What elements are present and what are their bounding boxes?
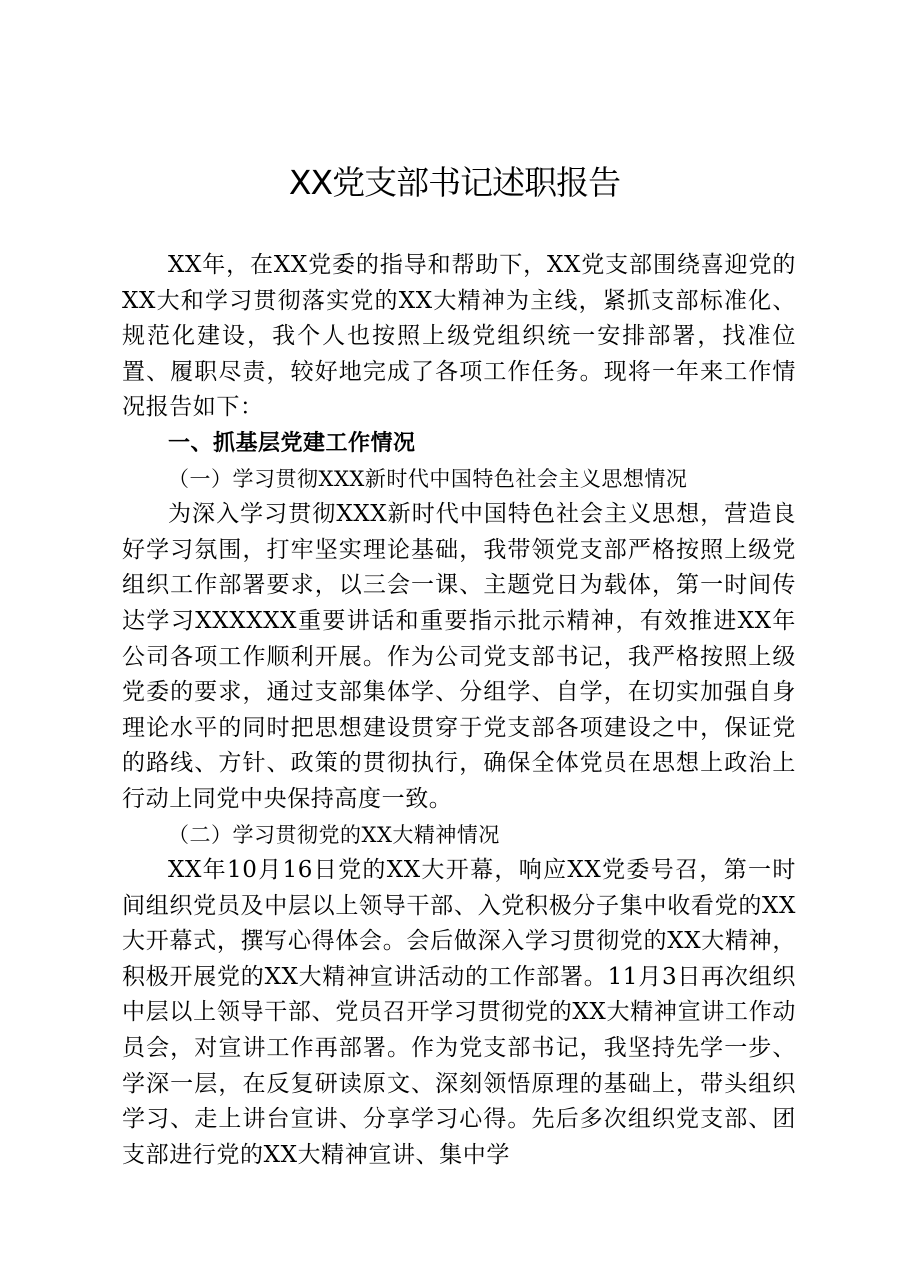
document-title: XX党支部书记述职报告: [288, 163, 621, 202]
subsection-heading-1: （一）学习贯彻XXX新时代中国特色社会主义思想情况: [168, 466, 688, 491]
subsection-2-paragraph: XX年10月16日党的XX大开幕，响应XX党委号召，第一时间组织党员及中层以上领导干部、入党积极分子集中收看党的XX大开幕式，撰写心得体会。会后做深入学习贯彻党的XX大精神，积极开展党的XX大精神宣讲活动的工作部署。11月3日再次组织中层以上领导干部、党员召开学习贯彻党的XX大精神宣讲工作动员会，对宣讲工作再部署。作为党支部书记，我坚持先学一步、学深一层，在反复研读原文、深刻领悟原理的基础上，带头组织学习、走上讲台宣讲、分享学习心得。先后多次组织党支部、团支部进行党的XX大精神宣讲、集中学: [122, 857, 796, 1168]
subsection-1-paragraph: 为深入学习贯彻XXX新时代中国特色社会主义思想，营造良好学习氛围，打牢坚实理论基础，我带领党支部严格按照上级党组织工作部署要求，以三会一课、主题党日为载体，第一时间传达学习XXXXXX重要讲话和重要指示批示精神，有效推进XX年公司各项工作顺利开展。作为公司党支部书记，我严格按照上级党委的要求，通过支部集体学、分组学、自学，在切实加强自身理论水平的同时把思想建设贯穿于党支部各项建设之中，保证党的路线、方针、政策的贯彻执行，确保全体党员在思想上政治上行动上同党中央保持高度一致。: [122, 501, 796, 812]
intro-paragraph: XX年，在XX党委的指导和帮助下，XX党支部围绕喜迎党的XX大和学习贯彻落实党的XX大精神为主线，紧抓支部标准化、规范化建设，我个人也按照上级党组织统一安排部署，找准位置、履职尽责，较好地完成了各项工作任务。现将一年来工作情况报告如下：: [122, 252, 796, 421]
document-body: [122, 248, 796, 1173]
subsection-heading-2: （二）学习贯彻党的XX大精神情况: [168, 822, 500, 847]
section-heading-1: 一、抓基层党建工作情况: [168, 430, 416, 456]
